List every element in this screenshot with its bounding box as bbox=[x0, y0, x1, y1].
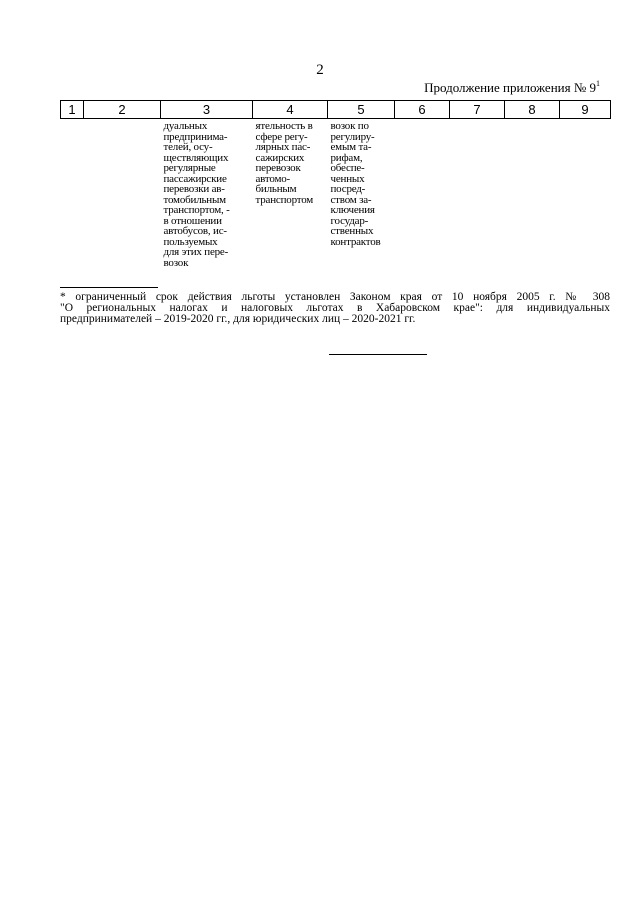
appendix-continuation-text: Продолжение приложения № 9 bbox=[424, 80, 596, 95]
cell-text-line: сфере регу- bbox=[255, 130, 308, 143]
cell-text-line: пассажирские bbox=[163, 172, 227, 185]
column-number-header: 8 bbox=[505, 101, 560, 119]
cell-text-line: телей, осу- bbox=[163, 141, 213, 153]
benefits-table bbox=[60, 100, 611, 268]
column-number-header: 2 bbox=[84, 101, 161, 119]
table-cell bbox=[161, 119, 253, 269]
table-cell bbox=[395, 119, 450, 269]
column-number-header: 9 bbox=[560, 101, 611, 119]
cell-text-line: контрактов bbox=[330, 235, 381, 248]
cell-text-line: регулярные bbox=[163, 162, 216, 174]
cell-text-line: ществляющих bbox=[163, 151, 229, 164]
cell-text-line: дуальных bbox=[163, 120, 208, 132]
cell-text-line: ственных bbox=[330, 225, 374, 237]
footnote-line: * ограниченный срок действия льготы установлен Законом края от 10 ноября 2005 г. № 308 bbox=[60, 291, 610, 303]
table-cell bbox=[328, 119, 395, 269]
cell-text-line: государ- bbox=[330, 214, 369, 227]
end-of-document-rule bbox=[329, 354, 427, 355]
cell-text-line: ключения bbox=[330, 204, 375, 216]
cell-text-line: транспортом, - bbox=[163, 204, 230, 216]
appendix-continuation-label bbox=[424, 80, 600, 96]
cell-text-line: транспортом bbox=[255, 193, 314, 206]
cell-text-line: автобусов, ис- bbox=[163, 225, 227, 237]
cell-text-line: посред- bbox=[330, 183, 366, 195]
cell-text-line: рифам, bbox=[330, 151, 363, 164]
cell-text-line: обеспе- bbox=[330, 162, 365, 174]
cell-text-line: пользуемых bbox=[163, 235, 218, 248]
table-cell bbox=[61, 119, 84, 269]
cell-text-line: сажирских bbox=[255, 151, 305, 164]
footnote-line: предпринимателей – 2019-2020 гг., для юридических лиц – 2020-2021 гг. bbox=[60, 313, 416, 325]
table-row bbox=[61, 119, 611, 269]
cell-text-line: бильным bbox=[255, 183, 297, 195]
table-cell bbox=[560, 119, 611, 269]
column-number-header: 7 bbox=[450, 101, 505, 119]
footnote-line: "О региональных налогах и налоговых льготах в Хабаровском крае": для индивидуальных bbox=[60, 302, 610, 314]
cell-text-line: ством за- bbox=[330, 193, 372, 206]
table-cell bbox=[84, 119, 161, 269]
cell-text-line: для этих пере- bbox=[163, 246, 229, 258]
cell-text-line: в отношении bbox=[163, 214, 222, 227]
cell-text-line: ятельность в bbox=[255, 120, 313, 132]
table-cell bbox=[253, 119, 328, 269]
page-number: 2 bbox=[316, 62, 324, 78]
cell-text-line: лярных пас- bbox=[255, 141, 311, 153]
column-number-header: 5 bbox=[328, 101, 395, 119]
table-cell bbox=[450, 119, 505, 269]
footnote bbox=[60, 292, 610, 325]
cell-text-line: томобильным bbox=[163, 193, 226, 206]
table-cell bbox=[505, 119, 560, 269]
cell-text-line: регулиру- bbox=[330, 130, 375, 143]
footnote-separator bbox=[60, 287, 158, 288]
column-number-header: 1 bbox=[61, 101, 84, 119]
table-header-row bbox=[61, 101, 611, 119]
column-number-header: 6 bbox=[395, 101, 450, 119]
cell-text-line: возок по bbox=[330, 120, 369, 132]
cell-text-line: перевозки ав- bbox=[163, 183, 225, 195]
cell-text-line: предпринима- bbox=[163, 130, 228, 143]
cell-text-line: емым та- bbox=[330, 141, 372, 153]
column-number-header: 4 bbox=[253, 101, 328, 119]
column-number-header: 3 bbox=[161, 101, 253, 119]
cell-text-line: ченных bbox=[330, 172, 365, 185]
appendix-number-superscript: 1 bbox=[596, 79, 600, 88]
cell-text-line: возок bbox=[163, 256, 189, 269]
cell-text-line: автомо- bbox=[255, 172, 290, 185]
cell-text-line: перевозок bbox=[255, 162, 301, 174]
